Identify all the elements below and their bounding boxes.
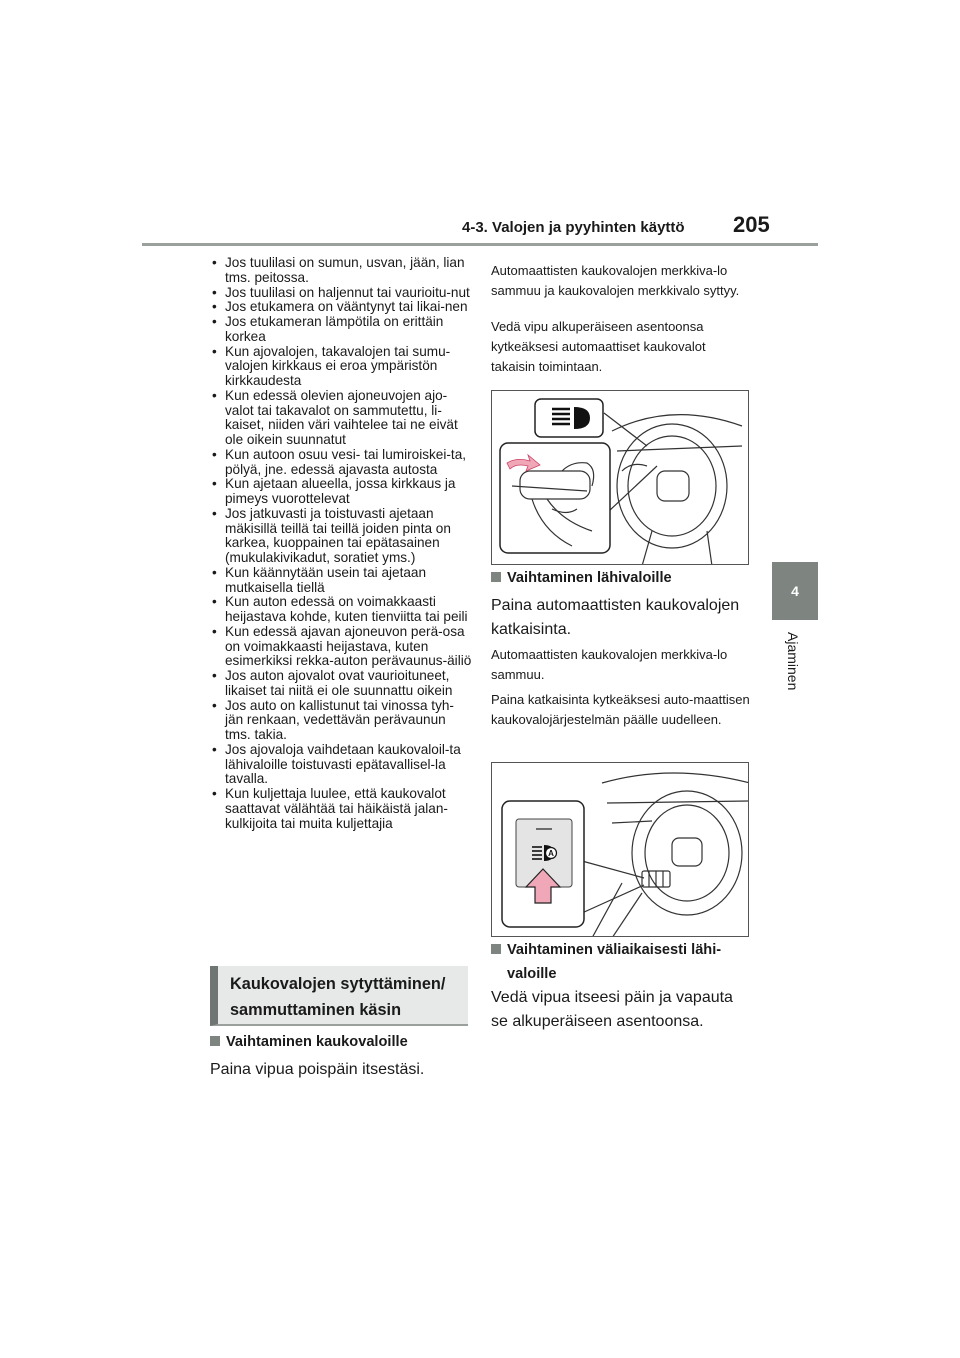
header-rule	[142, 243, 818, 246]
list-item: • Kun edessä ajavan ajoneuvon perä-osa on voimakkaasti heijastava, kuten esimerkiksi rekka-auton perävaunus-äiliö	[210, 625, 472, 669]
subheading-low-beam: Vaihtaminen lähivaloille	[491, 566, 672, 590]
list-item: • Kun autoon osuu vesi- tai lumiroiskei-ta, pölyä, jne. edessä ajavasta autosta	[210, 448, 472, 478]
section-heading: Kaukovalojen sytyttäminen/ sammuttaminen käsin	[230, 975, 446, 1019]
instruction-text: Paina vipua poispäin itsestäsi.	[210, 1061, 425, 1078]
list-item: • Kun käännytään usein tai ajetaan mutkaisella tiellä	[210, 566, 472, 596]
list-item: • Jos etukameran lämpötila on erittäin korkea	[210, 315, 472, 345]
paragraph: Automaattisten kaukovalojen merkkiva-lo sammuu ja kaukovalojen merkkivalo syttyy.	[491, 263, 740, 298]
paragraph: Automaattisten kaukovalojen merkkiva-lo sammuu.	[491, 647, 728, 682]
left-column	[210, 256, 472, 831]
list-item: • Kun auton edessä on voimakkaasti heijastava kohde, kuten tienviitta tai peili	[210, 595, 472, 625]
svg-text:A: A	[548, 849, 554, 858]
switch-drawing	[492, 763, 749, 937]
list-item: • Kun edessä olevien ajoneuvojen ajo-valot tai takavalot on sammutettu, li-kaiset, niiden väri vaihtelee tai ne eivät ole oikein suunnatut	[210, 389, 472, 448]
chapter-side-label: Ajaminen	[785, 632, 801, 691]
subheading-high-beam: Vaihtaminen kaukovaloille	[210, 1030, 408, 1054]
switch-illustration	[491, 762, 749, 937]
list-item: • Jos ajovaloja vaihdetaan kaukovaloil-ta lähivaloille toistuvasti epätavallisel-la tavalla.	[210, 743, 472, 787]
hand-lever-inset	[500, 443, 610, 553]
lever-drawing	[492, 391, 749, 565]
list-item: • Jos auto on kallistunut tai vinossa tyh-jän renkaan, vedettävän perävaunun tms. takia.	[210, 699, 472, 743]
condition-list	[210, 256, 472, 831]
subheading-temporary-low-beam: Vaihtaminen väliaikaisesti lähi-valoille	[491, 938, 767, 986]
list-item: • Jos jatkuvasti ja toistuvasti ajetaan mäkisillä teillä tai teillä joiden pinta on karkea, kuoppainen tai epätasainen (mukulakivikadut, soratiet yms.)	[210, 507, 472, 566]
list-item: • Kun kuljettaja luulee, että kaukovalot saattavat välähtää tai häikäistä jalan-kulkijoita tai muita kuljettajia	[210, 787, 472, 831]
page-number: 205	[733, 212, 770, 237]
section-header-title: 4-3. Valojen ja pyyhinten käyttö	[462, 219, 685, 236]
paragraph: Vedä vipu alkuperäiseen asentoonsa kytkeäksesi automaattiset kaukovalot takaisin toimintaan.	[491, 319, 706, 374]
auto-high-beam-switch-inset	[502, 801, 584, 927]
square-bullet-icon	[491, 944, 501, 954]
square-bullet-icon	[210, 1036, 220, 1046]
list-item: • Kun ajovalojen, takavalojen tai sumu-valojen kirkkaus ei eroa ympäristön kirkkaudesta	[210, 345, 472, 389]
square-bullet-icon	[491, 572, 501, 582]
list-item: • Jos etukamera on vääntynyt tai likai-nen	[210, 300, 472, 315]
list-item: • Jos auton ajovalot ovat vaurioituneet, likaiset tai niitä ei ole suunnattu oikein	[210, 669, 472, 699]
high-beam-indicator	[535, 399, 603, 437]
paragraph: Paina katkaisinta kytkeäksesi auto-maattisen kaukovalojärjestelmän päälle uudelleen.	[491, 692, 750, 727]
chapter-number: 4	[791, 583, 799, 599]
section-heading-box	[210, 966, 468, 1026]
instruction-text: Vedä vipua itseesi päin ja vapauta se alkuperäiseen asentoonsa.	[491, 989, 733, 1030]
list-item: • Jos tuulilasi on sumun, usvan, jään, lian tms. peitossa.	[210, 256, 472, 286]
list-item: • Kun ajetaan alueella, jossa kirkkaus ja pimeys vuorottelevat	[210, 477, 472, 507]
lever-illustration	[491, 390, 749, 565]
chapter-tab	[772, 562, 818, 620]
list-item: • Jos tuulilasi on haljennut tai vaurioitu-nut	[210, 286, 472, 301]
instruction-text: Paina automaattisten kaukovalojen katkaisinta.	[491, 597, 740, 638]
